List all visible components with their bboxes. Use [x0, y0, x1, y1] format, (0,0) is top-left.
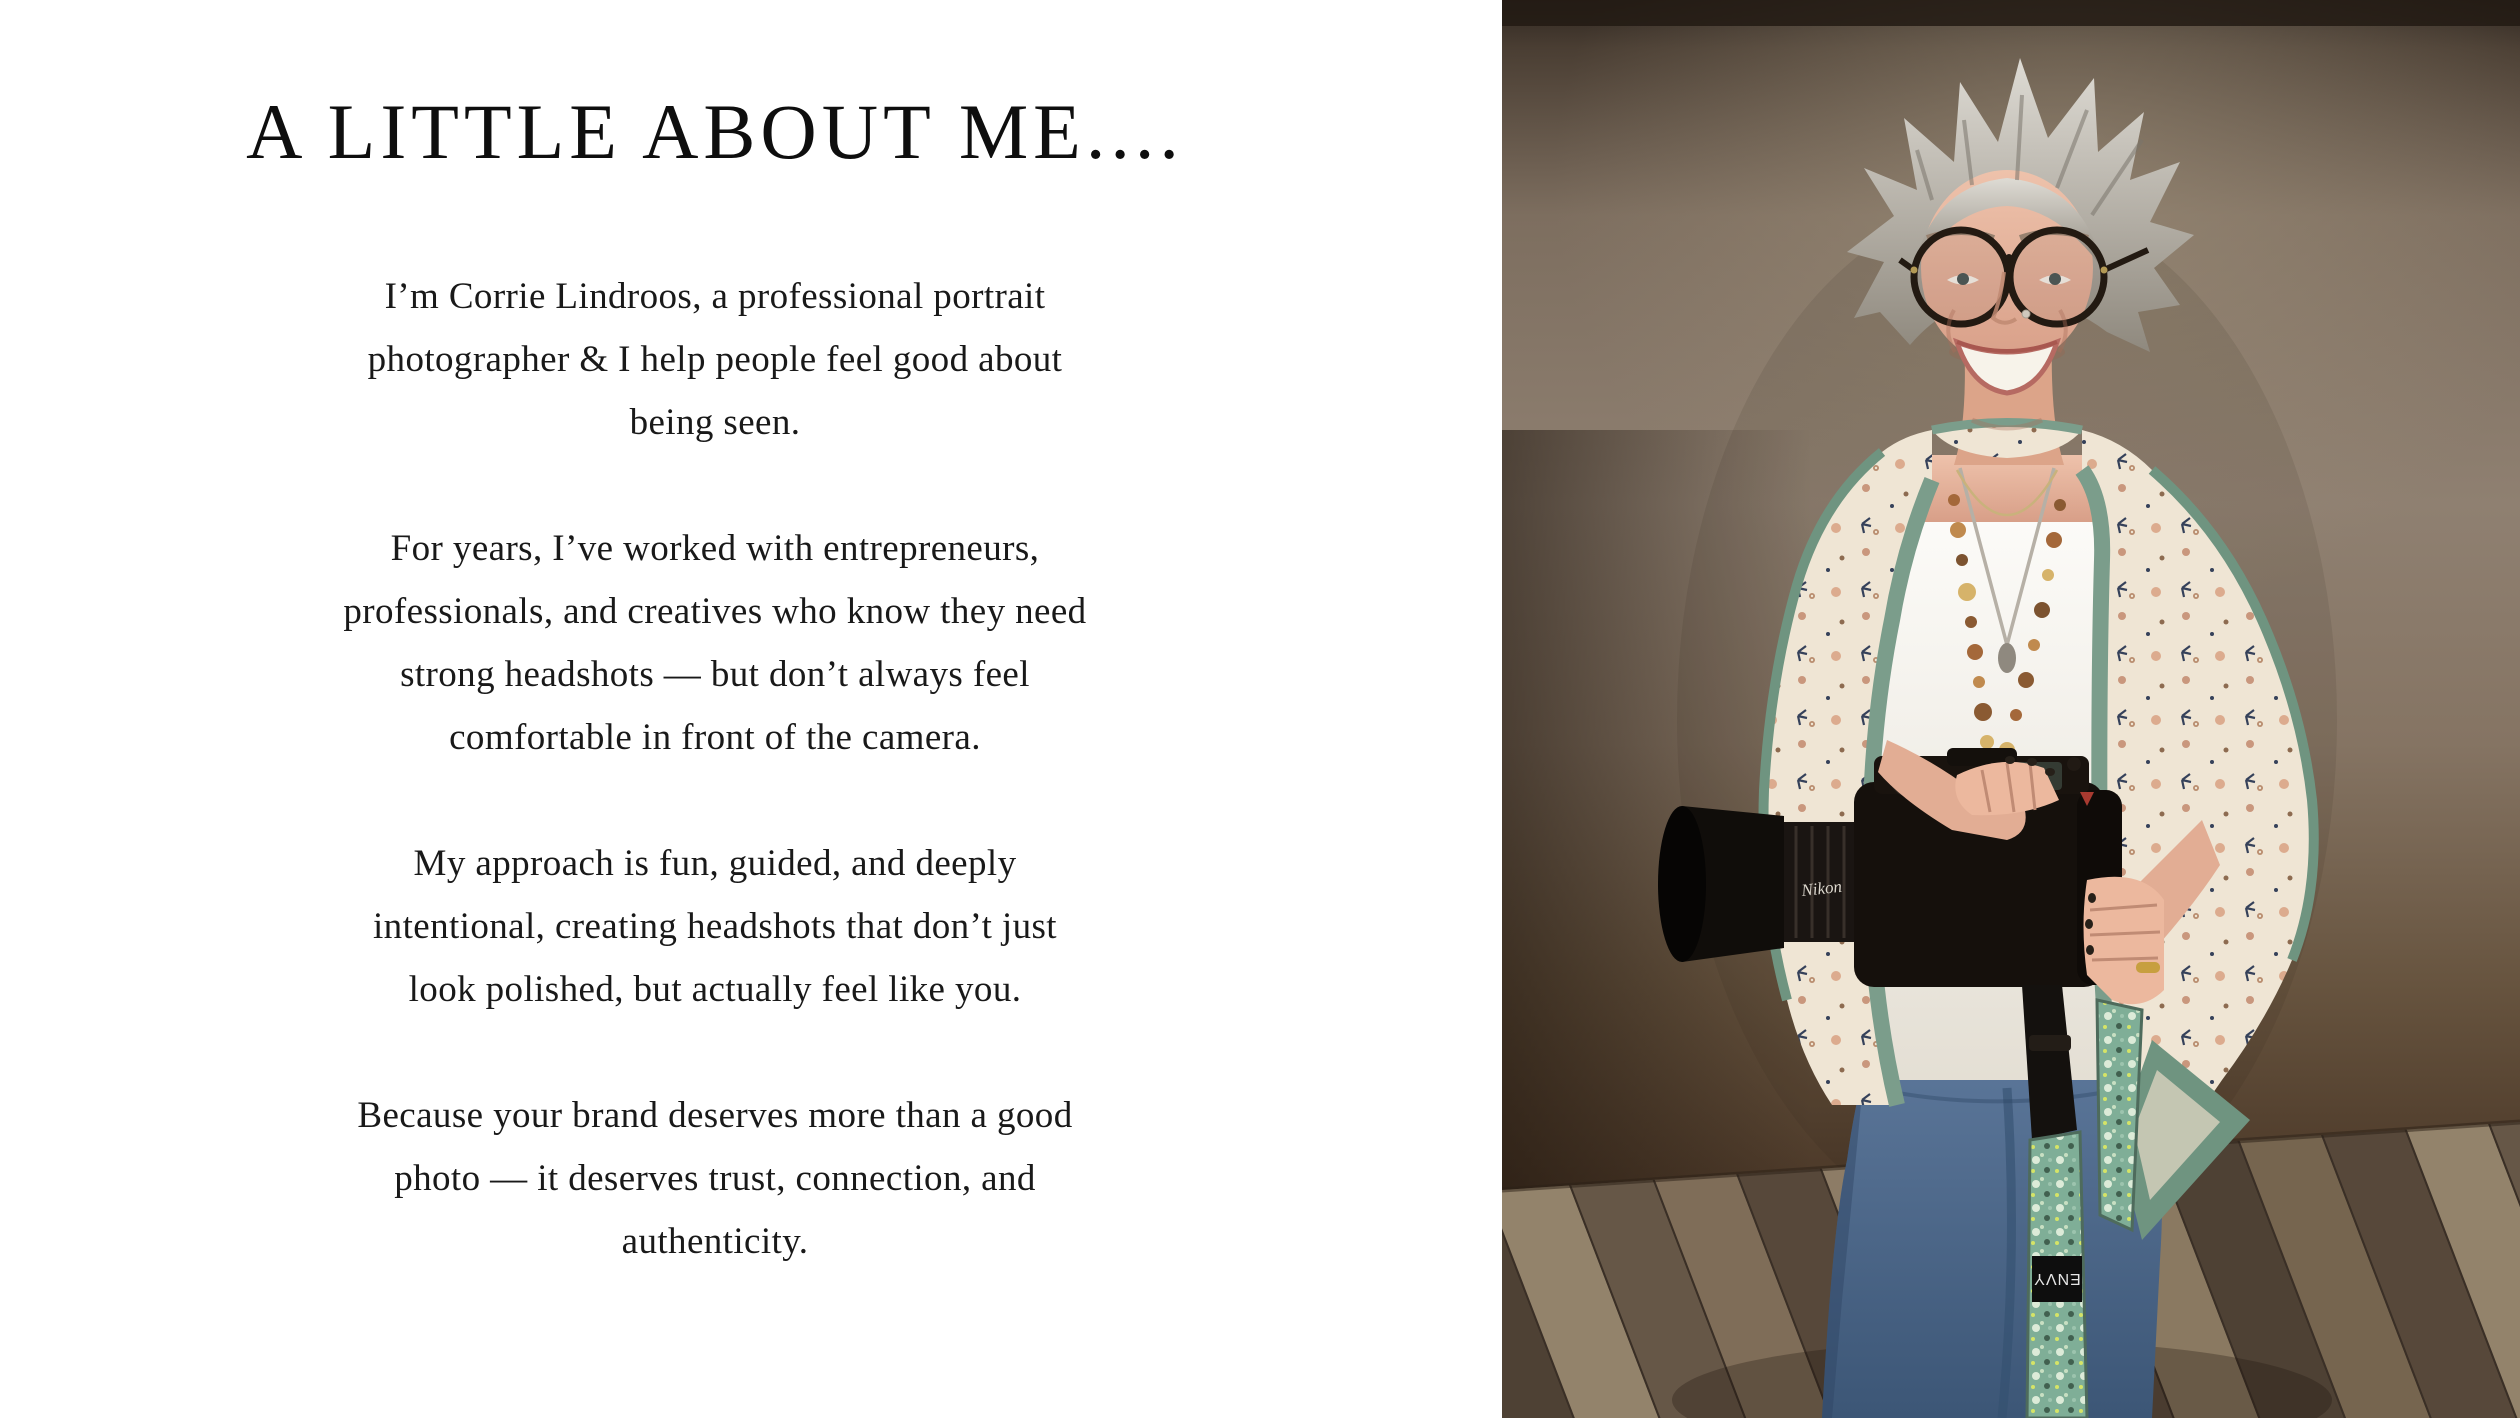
text-line: intentional, creating headshots that don’t just [373, 906, 1057, 948]
text-line: photo — it deserves trust, connection, and [394, 1158, 1036, 1200]
text-line: strong headshots — but don’t always feel [400, 654, 1030, 696]
text-line: Because your brand deserves more than a good [357, 1095, 1073, 1137]
text-line: look polished, but actually feel like you. [408, 969, 1022, 1011]
nose-stud [2022, 310, 2030, 318]
page-title: A LITTLE ABOUT ME.... [246, 88, 1184, 175]
about-section [170, 0, 1260, 1273]
text-line: For years, I’ve worked with entrepreneurs, [390, 528, 1040, 570]
text-line: being seen. [629, 402, 801, 444]
strap-label-text: ENVY [2033, 1270, 2081, 1287]
experience-paragraph [170, 517, 1260, 769]
text-line: I’m Corrie Lindroos, a professional portrait [384, 276, 1046, 318]
camera-brand-text: Nikon [1800, 876, 1843, 900]
text-line: photographer & I help people feel good about [367, 339, 1063, 381]
approach-paragraph [170, 832, 1260, 1021]
gold-ring [2136, 962, 2160, 973]
text-line: comfortable in front of the camera. [449, 717, 981, 759]
portrait-photo [1502, 0, 2520, 1418]
backdrop-top-band [1502, 0, 2520, 26]
closing-paragraph [170, 1084, 1260, 1273]
intro-paragraph [170, 265, 1260, 454]
text-line: My approach is fun, guided, and deeply [413, 843, 1017, 885]
text-line: professionals, and creatives who know they need [343, 591, 1087, 633]
text-line: authenticity. [621, 1221, 809, 1263]
